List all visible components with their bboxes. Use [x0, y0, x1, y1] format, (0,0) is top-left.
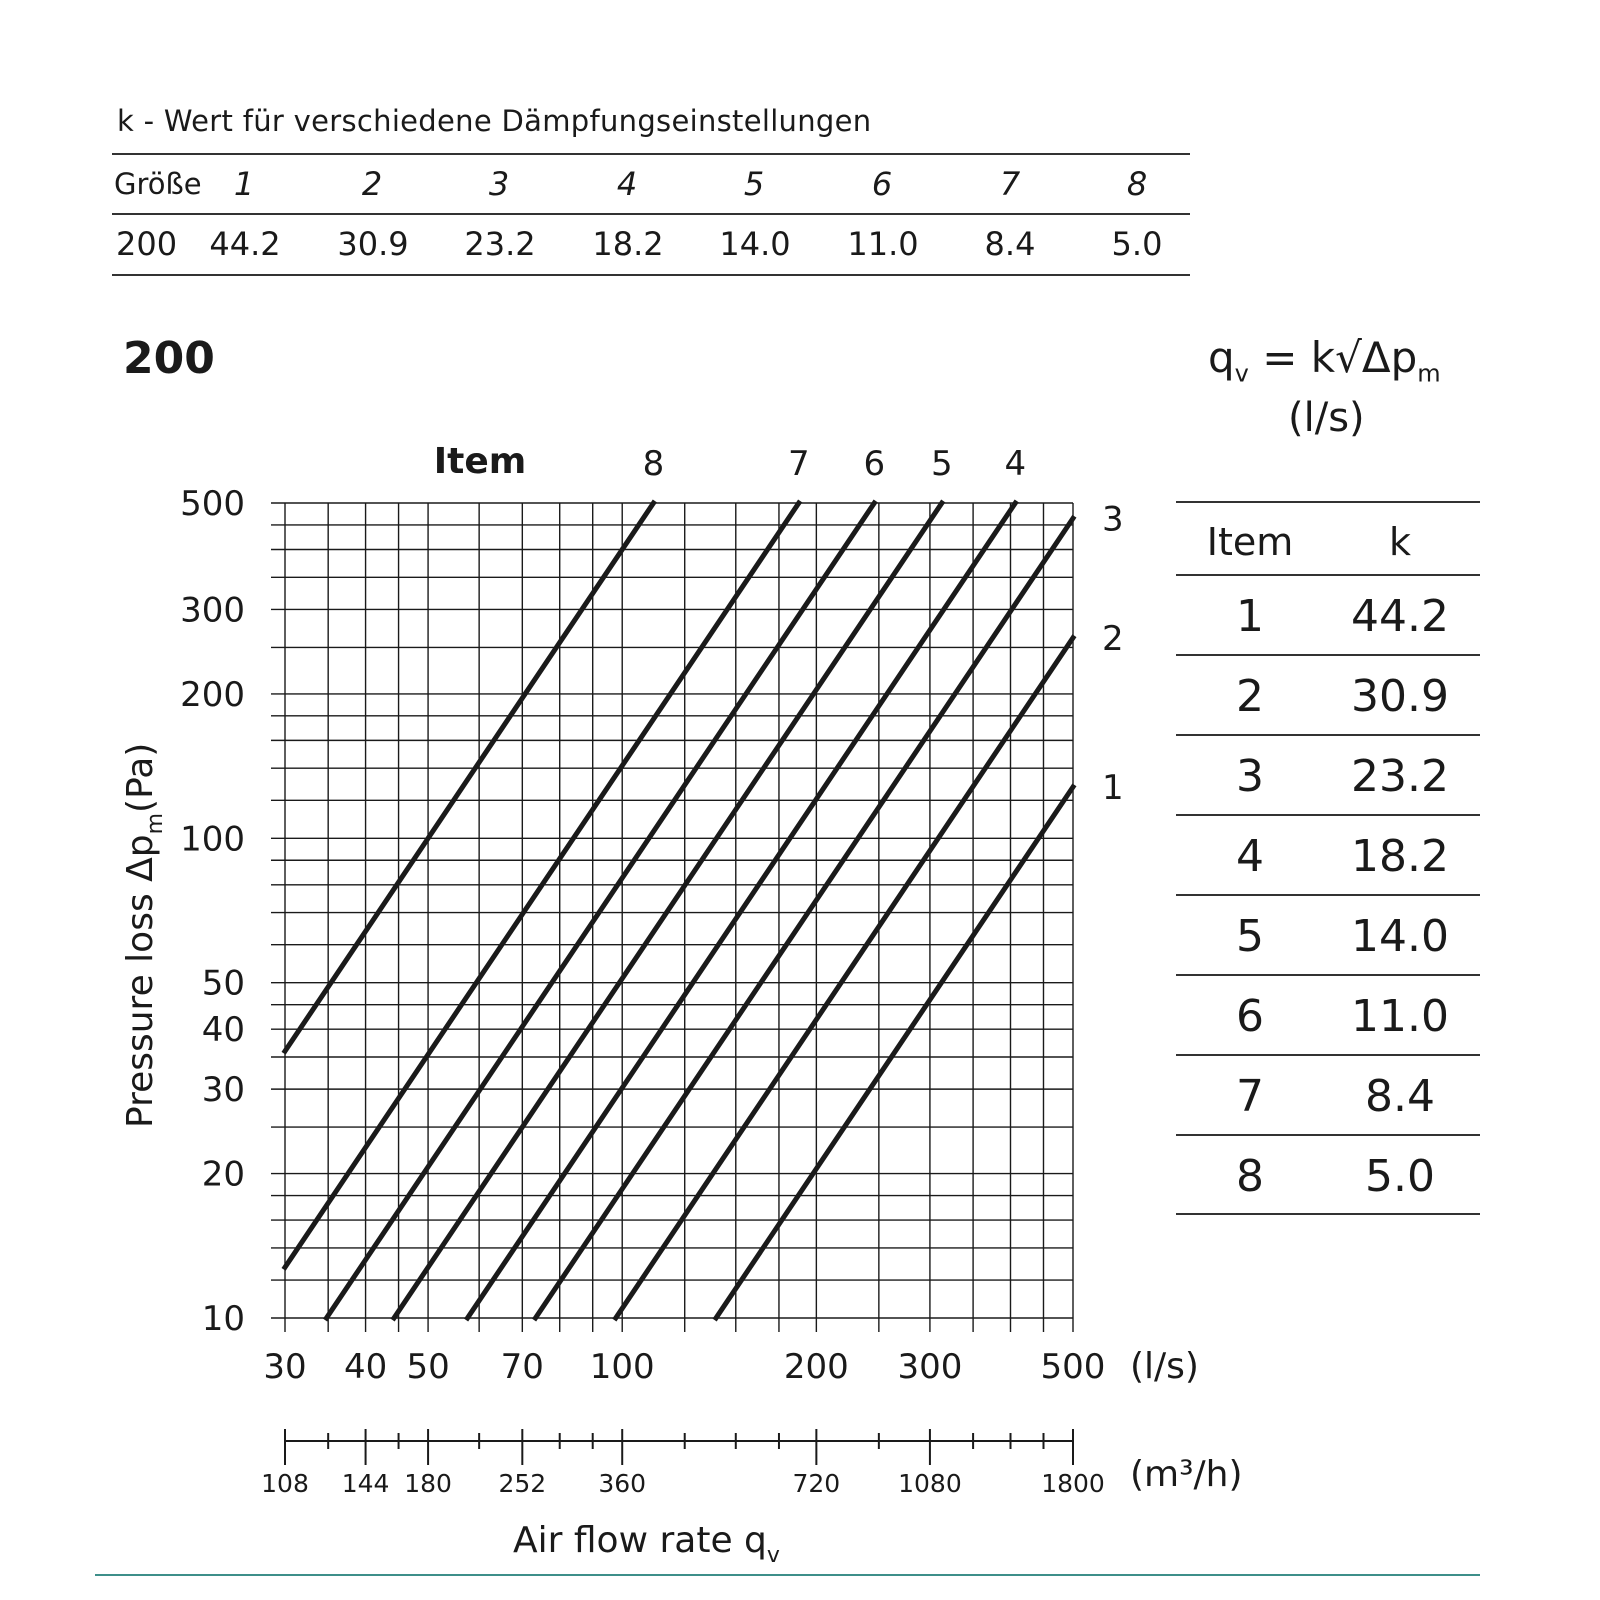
x2-tick-label: 108 [261, 1469, 309, 1498]
k-table-header-item: Item [1206, 520, 1294, 564]
setting-column-header: 6 [871, 165, 893, 203]
k-table-item: 4 [1236, 831, 1264, 882]
k-table-value: 8.4 [1365, 1071, 1435, 1122]
setting-column-header: 5 [743, 165, 765, 203]
k-value-cell: 8.4 [984, 225, 1036, 263]
x2-tick-label: 1800 [1041, 1469, 1105, 1498]
setting-column-header: 8 [1126, 165, 1148, 203]
x2-tick-label: 252 [498, 1469, 547, 1498]
series-label-8: 8 [642, 444, 665, 484]
legend-title: Item [433, 441, 527, 482]
y-tick-label: 30 [201, 1070, 245, 1111]
x2-axis-unit: (m³/h) [1130, 1454, 1243, 1495]
table-caption: k - Wert für verschiedene Dämpfungseinstellungen [117, 104, 872, 138]
y-tick-label: 10 [201, 1299, 245, 1339]
x2-tick-label: 144 [341, 1469, 390, 1498]
formula-q: q [1208, 333, 1235, 382]
k-table-item: 6 [1236, 991, 1264, 1042]
k-table-value: 11.0 [1351, 991, 1449, 1042]
y-tick-label: 200 [180, 674, 245, 715]
x-tick-label: 70 [500, 1347, 544, 1387]
k-value-cell: 18.2 [592, 225, 664, 263]
chart-grid [271, 503, 1073, 1332]
setting-column-header: 4 [616, 165, 638, 203]
y-axis-title-text: Pressure loss Δp [120, 834, 161, 1128]
y-axis-title [120, 743, 168, 1128]
y-tick-label: 100 [180, 819, 245, 860]
chart-labels [180, 444, 1124, 1387]
formula-unit: (l/s) [1288, 395, 1365, 441]
size-heading: 200 [123, 333, 215, 384]
y-axis-title-unit: (Pa) [120, 742, 161, 813]
x-tick-label: 30 [263, 1347, 307, 1387]
k-table-item: 7 [1236, 1071, 1264, 1122]
x-tick-label: 500 [1040, 1347, 1106, 1387]
x-tick-label: 300 [897, 1347, 963, 1387]
k-value-cell: 14.0 [719, 225, 791, 263]
setting-column-header: 7 [999, 165, 1021, 203]
y-tick-label: 40 [201, 1010, 245, 1051]
series-label-2: 2 [1102, 618, 1124, 659]
series-label-1: 1 [1102, 767, 1124, 808]
formula-q-sub: v [1234, 359, 1249, 388]
setting-column-header: 3 [488, 165, 510, 203]
series-label-3: 3 [1102, 499, 1124, 540]
x2-tick-label: 360 [598, 1469, 647, 1498]
size-row-label: 200 [116, 225, 178, 263]
x-tick-label: 200 [783, 1347, 849, 1387]
k-table-item: 5 [1236, 911, 1264, 962]
k-table-item: 3 [1236, 751, 1264, 802]
setting-column-header: 1 [233, 165, 255, 203]
x-tick-label: 50 [406, 1347, 450, 1387]
x-axis-title [513, 1520, 780, 1568]
x-axis-title-text: Air flow rate q [513, 1520, 767, 1561]
series-label-6: 6 [863, 444, 886, 484]
x-tick-label: 40 [343, 1347, 388, 1387]
k-table-item: 8 [1236, 1151, 1264, 1202]
x2-tick-label: 180 [404, 1469, 452, 1498]
k-table-value: 44.2 [1351, 591, 1449, 642]
k-value-cell: 44.2 [209, 225, 281, 263]
k-value-cell: 11.0 [847, 225, 919, 263]
formula-rhs: = k√Δp [1262, 333, 1418, 382]
y-tick-label: 20 [201, 1154, 245, 1195]
x-axis-title-sub: v [766, 1543, 780, 1568]
setting-column-header: 2 [361, 165, 383, 203]
series-line-8 [285, 503, 653, 1051]
formula-rhs-sub: m [1417, 359, 1441, 388]
size-header-label: Größe [114, 167, 202, 201]
k-table-item: 1 [1236, 591, 1264, 642]
x2-tick-label: 720 [792, 1469, 841, 1498]
series-label-4: 4 [1004, 444, 1027, 484]
k-table-value: 23.2 [1351, 751, 1449, 802]
k-table-value: 18.2 [1351, 831, 1449, 882]
secondary-x-axis [261, 1429, 1105, 1498]
k-value-cell: 5.0 [1111, 225, 1163, 263]
k-table-value: 30.9 [1351, 671, 1449, 722]
k-value-cell: 30.9 [337, 225, 409, 263]
x2-tick-label: 1080 [898, 1469, 962, 1498]
k-table-value: 14.0 [1351, 911, 1449, 962]
k-table-header-k: k [1388, 520, 1412, 564]
k-table-item: 2 [1236, 671, 1264, 722]
series-line-3 [535, 518, 1073, 1318]
y-tick-label: 500 [180, 484, 245, 524]
series-label-5: 5 [931, 444, 953, 484]
series-label-7: 7 [787, 444, 810, 484]
k-table-value: 5.0 [1365, 1151, 1435, 1202]
y-tick-label: 300 [180, 590, 245, 631]
bottom-rule [95, 1574, 1480, 1576]
x-tick-label: 100 [589, 1347, 655, 1387]
x-axis-unit: (l/s) [1130, 1346, 1199, 1387]
y-tick-label: 50 [201, 963, 245, 1004]
y-axis-title-sub: m [143, 812, 168, 835]
k-value-cell: 23.2 [464, 225, 536, 263]
